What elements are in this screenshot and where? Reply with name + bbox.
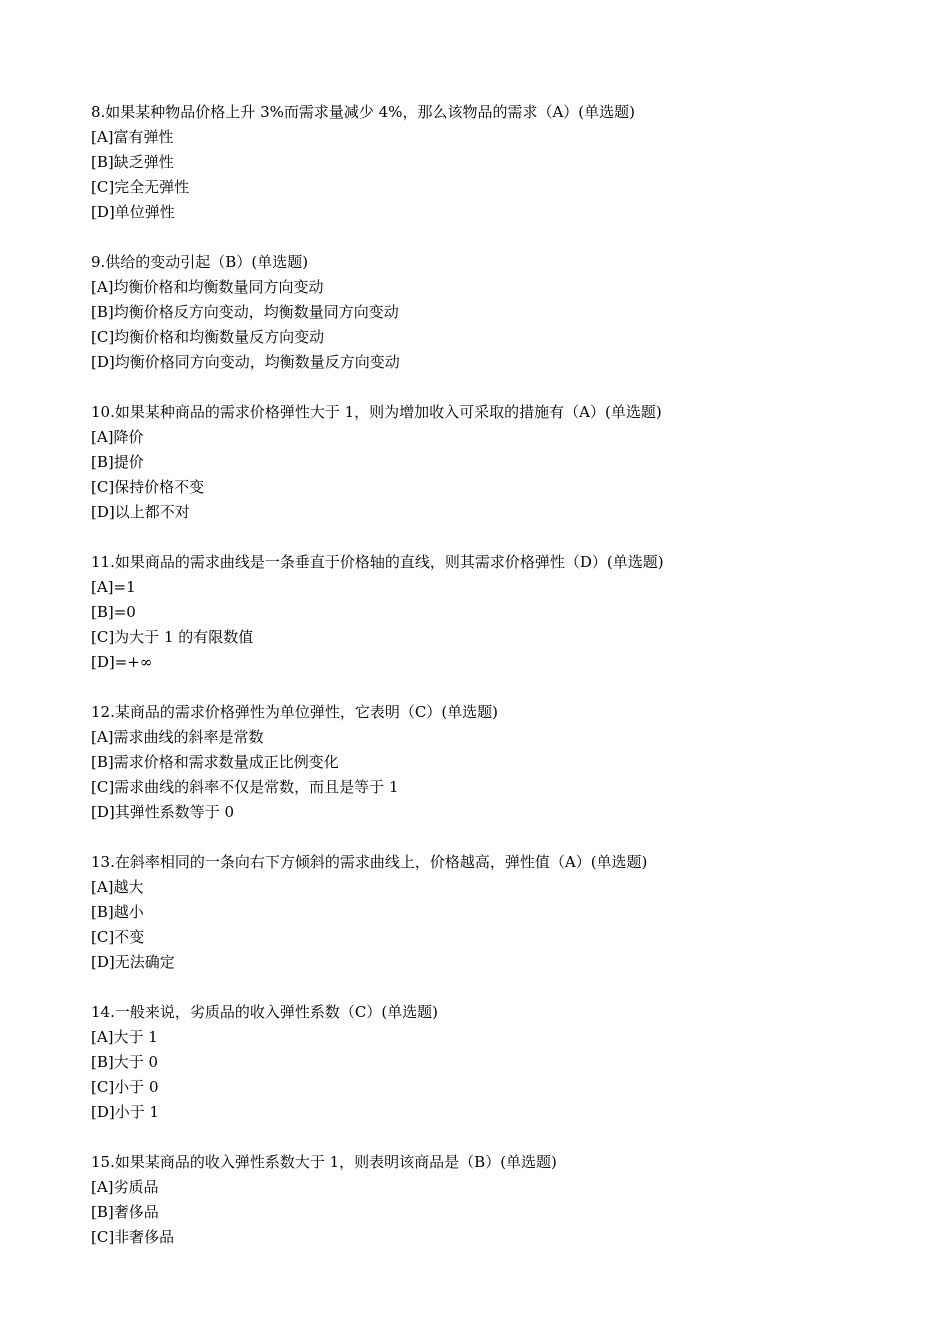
option-d: [D]其弹性系数等于 0 <box>91 803 235 821</box>
option-c: [C]保持价格不变 <box>91 478 205 496</box>
option-a: [A]越大 <box>91 878 144 896</box>
option-b: [B]越小 <box>91 903 144 921</box>
option-b: [B]均衡价格反方向变动，均衡数量同方向变动 <box>91 303 399 321</box>
option-d: [D]无法确定 <box>91 953 175 971</box>
option-b: [B]需求价格和需求数量成正比例变化 <box>91 753 339 771</box>
option-a: [A]需求曲线的斜率是常数 <box>91 728 264 746</box>
option-a: [A]=1 <box>91 578 136 596</box>
question-9 <box>91 250 891 375</box>
question-8 <box>91 100 891 225</box>
option-c: [C]小于 0 <box>91 1078 159 1096</box>
question-15 <box>91 1150 891 1250</box>
option-d: [D]以上都不对 <box>91 503 190 521</box>
question-stem: 10.如果某种商品的需求价格弹性大于 1，则为增加收入可采取的措施有（A）(单选题) <box>91 403 662 421</box>
question-stem: 14.一般来说，劣质品的收入弹性系数（C）(单选题) <box>91 1003 439 1021</box>
option-c: [C]非奢侈品 <box>91 1228 175 1246</box>
question-12 <box>91 700 891 825</box>
question-stem: 13.在斜率相同的一条向右下方倾斜的需求曲线上，价格越高，弹性值（A）(单选题) <box>91 853 648 871</box>
question-13 <box>91 850 891 975</box>
option-d: [D]均衡价格同方向变动，均衡数量反方向变动 <box>91 353 400 371</box>
option-b: [B]奢侈品 <box>91 1203 159 1221</box>
option-d: [D]单位弹性 <box>91 203 175 221</box>
option-a: [A]劣质品 <box>91 1178 159 1196</box>
document-page <box>91 100 891 1275</box>
option-b: [B]大于 0 <box>91 1053 159 1071</box>
option-c: [C]为大于 1 的有限数值 <box>91 628 254 646</box>
question-stem: 9.供给的变动引起（B）(单选题) <box>91 253 309 271</box>
option-d: [D]小于 1 <box>91 1103 160 1121</box>
option-a: [A]降价 <box>91 428 144 446</box>
option-b: [B]缺乏弹性 <box>91 153 174 171</box>
question-11 <box>91 550 891 675</box>
option-c: [C]均衡价格和均衡数量反方向变动 <box>91 328 325 346</box>
option-b: [B]=0 <box>91 603 136 621</box>
question-10 <box>91 400 891 525</box>
option-c: [C]需求曲线的斜率不仅是常数，而且是等于 1 <box>91 778 399 796</box>
question-stem: 11.如果商品的需求曲线是一条垂直于价格轴的直线，则其需求价格弹性（D）(单选题) <box>91 553 664 571</box>
option-a: [A]均衡价格和均衡数量同方向变动 <box>91 278 324 296</box>
option-d: [D]=+∞ <box>91 653 153 671</box>
option-a: [A]富有弹性 <box>91 128 174 146</box>
option-a: [A]大于 1 <box>91 1028 158 1046</box>
option-b: [B]提价 <box>91 453 144 471</box>
question-stem: 15.如果某商品的收入弹性系数大于 1，则表明该商品是（B）(单选题) <box>91 1153 557 1171</box>
question-14 <box>91 1000 891 1125</box>
question-stem: 8.如果某种物品价格上升 3%而需求量减少 4%，那么该物品的需求（A）(单选题) <box>91 103 635 121</box>
option-c: [C]不变 <box>91 928 145 946</box>
option-c: [C]完全无弹性 <box>91 178 190 196</box>
question-stem: 12.某商品的需求价格弹性为单位弹性，它表明（C）(单选题) <box>91 703 499 721</box>
